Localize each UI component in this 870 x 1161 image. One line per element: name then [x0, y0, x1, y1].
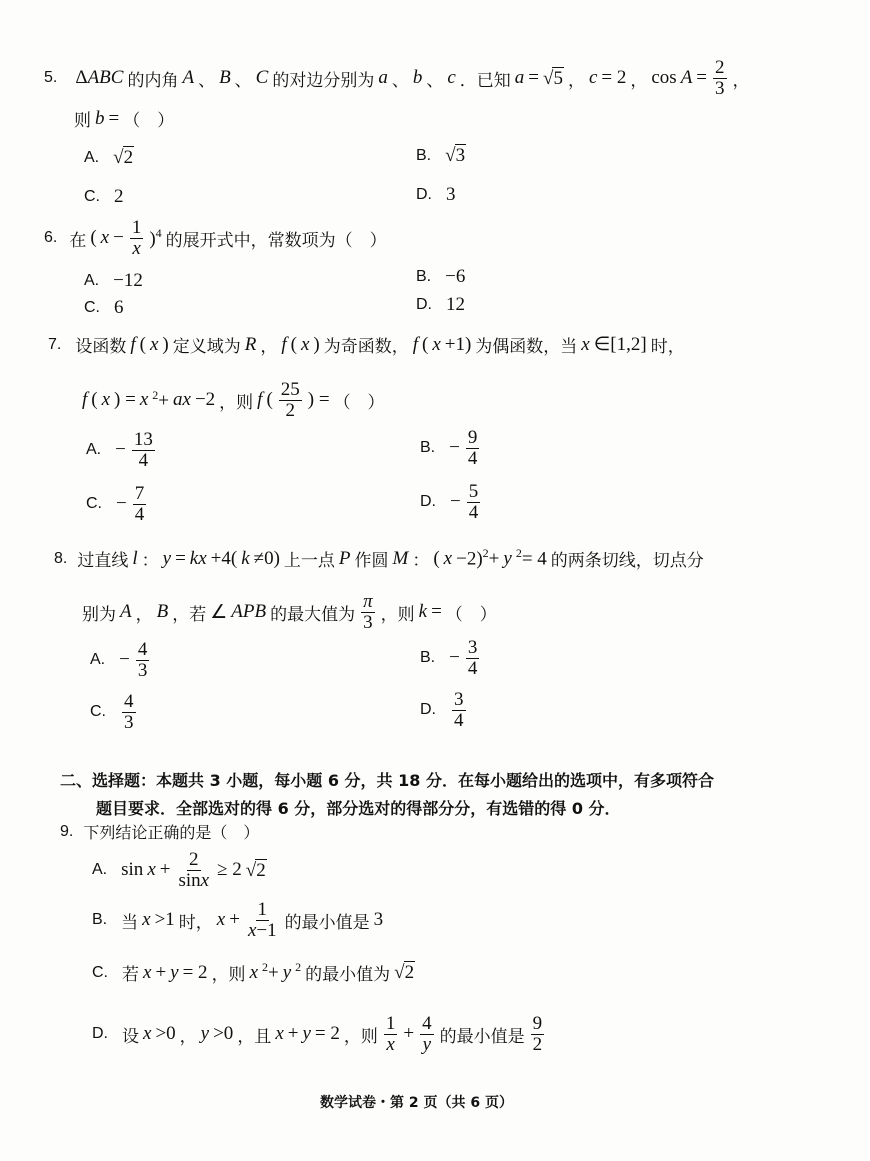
question-7-stem: 7. 设函数 f ( x ) 定义域为 R ， f ( x ) 为奇函数， f ( x +1) 为偶函数，当 x ∈[1,2] 时， [48, 333, 685, 357]
section-2-heading-line-2: 题目要求．全部选对的得 6 分，部分选对的得部分分，有选错的得 0 分． [96, 799, 621, 818]
q5-option-c[interactable]: C. 2 [84, 186, 124, 207]
page-footer: 数学试卷・第 2 页（共 6 页） [320, 1095, 513, 1111]
q9-option-a[interactable]: A. sin x + $\frac{2}{\sin x}$ ≥ 2 √ 2 [92, 849, 266, 891]
q6-option-b[interactable]: B. −6 [416, 266, 466, 287]
q5-option-d[interactable]: D. 3 [416, 184, 456, 205]
q9-option-c[interactable]: C. 若 x + y = 2 ，则 x $^2$+ y $^2$ 的最小值为 √ 2 [92, 960, 415, 985]
question-5-stem: 5. ΔABC 的内角 A 、 B 、 C 的对边分别为 a 、 b 、 c ．已知 a = √ 5 ， c = 2 ， cos A = $\frac{2}{3}$ ， [44, 57, 750, 99]
q5-option-a[interactable]: A. √ 2 [84, 147, 134, 168]
q7-option-a[interactable]: A. − $\frac{13}{4}$ [86, 429, 153, 471]
q8-option-c[interactable]: C. $\frac{4}{3}$ [90, 691, 134, 733]
q7-option-d[interactable]: D. − $\frac{5}{4}$ [420, 481, 479, 523]
q6-option-a[interactable]: A. −12 [84, 270, 143, 291]
q7-option-b[interactable]: B. − $\frac{9}{4}$ [420, 427, 478, 469]
q9-option-d[interactable]: D. 设 x >0 ， y >0 ，且 x + y = 2 ，则 $\frac{1}{x}$ + $\frac{4}{y}$ 的最小值是 $\frac{9}{2}$ [92, 1013, 543, 1055]
q7-option-c[interactable]: C. − $\frac{7}{4}$ [86, 483, 145, 525]
q9-option-b[interactable]: B. 当 x >1 时， x + $\frac{1}{x-1}$ 的最小值是 3 [92, 899, 384, 941]
q8-option-d[interactable]: D. $\frac{3}{4}$ [420, 689, 464, 731]
question-5-ask: 则 b = （ ） [74, 107, 175, 131]
question-8-stem: 8. 过直线 l ： y = kx +4( k ≠0) 上一点 P 作圆 M ： ( x −2)$^2$+ y $^2$= 4 的两条切线，切点分 [54, 546, 704, 571]
question-9-stem: 9. 下列结论正确的是（ ） [60, 822, 260, 842]
section-2-heading: 二、选择题：本题共 3 小题，每小题 6 分，共 18 分．在每小题给出的选项中，有多项符合 [60, 771, 714, 790]
question-6-stem: 6. 在 ( x − $\frac{1}{x}$ )$^4$ 的展开式中，常数项为（ ） [44, 217, 387, 259]
q5-option-b[interactable]: B. √ 3 [416, 145, 466, 166]
q8-option-b[interactable]: B. − $\frac{3}{4}$ [420, 637, 478, 679]
q6-option-c[interactable]: C. 6 [84, 297, 124, 318]
q6-option-d[interactable]: D. 12 [416, 294, 465, 315]
q8-option-a[interactable]: A. − $\frac{4}{3}$ [90, 639, 148, 681]
question-8-stem-2: 别为 A ， B ，若 ∠ APB 的最大值为 $\frac{\pi}{3}$ ，则 k = （ ） [82, 591, 497, 633]
question-7-stem-2: f ( x ) = x $^2$+ ax −2 ，则 f ( $\frac{25}{2}$ ) = （ ） [82, 379, 385, 421]
question-number: 5. [44, 69, 58, 87]
